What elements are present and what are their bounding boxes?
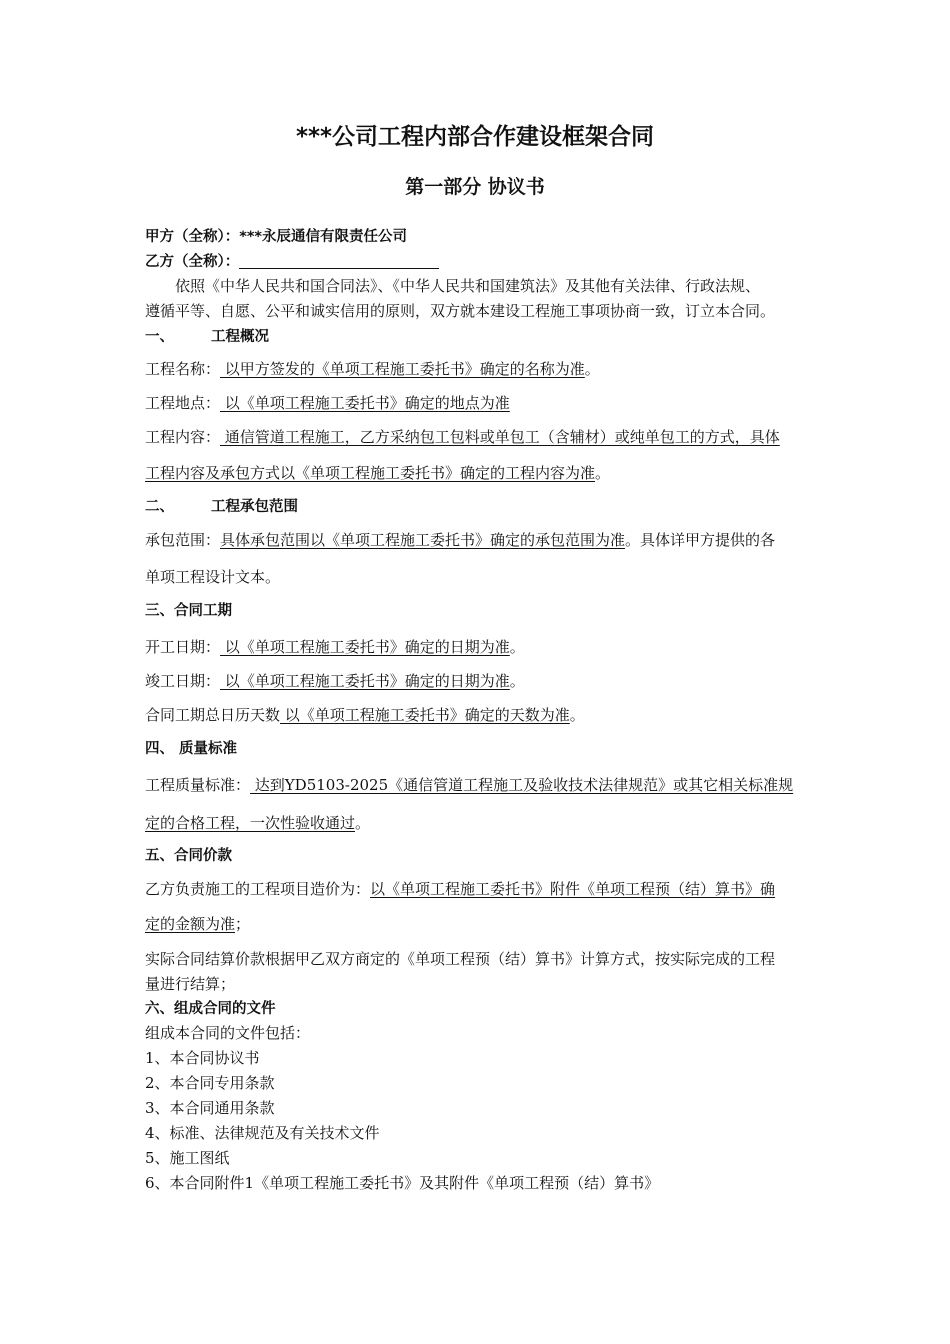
document-list-item: 1、本合同协议书: [145, 1049, 260, 1067]
document-list-item: 6、本合同附件1《单项工程施工委托书》及其附件《单项工程预（结）算书》: [145, 1174, 660, 1192]
price-label: 乙方负责施工的工程项目造价为：: [145, 880, 371, 898]
quality-value-2: 定的合格工程，一次性验收通过: [145, 814, 356, 832]
total-days-line: [145, 705, 862, 725]
project-content-value-2: 工程内容及承包方式以《单项工程施工委托书》确定的工程内容为准: [145, 464, 596, 482]
start-date-end: 。: [509, 638, 525, 656]
end-date-line: [145, 671, 862, 691]
price-value-2: 定的金额为准: [145, 915, 236, 933]
quality-label: 工程质量标准：: [145, 776, 251, 794]
party-b-label: 乙方（全称）：: [145, 254, 240, 270]
scope-label: 承包范围：: [145, 531, 221, 549]
price-end: ；: [235, 915, 251, 933]
document-list-item: 3、本合同通用条款: [145, 1099, 275, 1117]
project-content-end: 。: [595, 464, 611, 482]
section-2-title: 工程承包范围: [211, 499, 298, 515]
intro-line-1: 依照《中华人民共和国合同法》、《中华人民共和国建筑法》及其他有关法律、行政法规、: [175, 277, 761, 295]
end-date-end: 。: [509, 672, 525, 690]
document-list-item: 4、标准、法律规范及有关技术文件: [145, 1124, 380, 1142]
settlement-line-2: 量进行结算；: [145, 975, 236, 993]
quality-line-2: [145, 813, 862, 833]
party-a-line: [145, 227, 862, 247]
party-b-blank: [239, 252, 439, 269]
price-value-1: 以《单项工程施工委托书》附件《单项工程预（结）算书》确: [370, 880, 776, 898]
project-content-line-1: [145, 427, 862, 447]
total-days-label: 合同工期总日历天数: [145, 706, 281, 724]
section-6-heading: 六、组成合同的文件: [145, 1001, 276, 1017]
section-3-heading: 三、合同工期: [145, 603, 232, 619]
start-date-line: [145, 637, 862, 657]
project-location-value: 以《单项工程施工委托书》确定的地点为准: [220, 394, 510, 412]
section-1-number: 一、: [145, 329, 174, 345]
documents-intro: 组成本合同的文件包括：: [145, 1024, 311, 1042]
end-date-label: 竣工日期：: [145, 672, 221, 690]
project-content-label: 工程内容：: [145, 428, 221, 446]
project-name-end: 。: [584, 360, 600, 378]
scope-line-2: 单项工程设计文本。: [145, 568, 281, 586]
document-title: ***公司工程内部合作建设框架合同: [295, 124, 655, 150]
scope-value: 具体承包范围以《单项工程施工委托书》确定的承包范围为准: [220, 531, 626, 549]
start-date-value: 以《单项工程施工委托书》确定的日期为准: [220, 638, 510, 656]
document-list-item: 2、本合同专用条款: [145, 1074, 275, 1092]
project-location-label: 工程地点：: [145, 394, 221, 412]
party-a-label: 甲方（全称）：: [145, 229, 240, 245]
party-b-line: [145, 252, 862, 272]
section-2-heading: [145, 497, 862, 517]
section-1-title: 工程概况: [211, 329, 269, 345]
section-4-heading: 四、 质量标准: [145, 741, 238, 757]
total-days-value: 以《单项工程施工委托书》确定的天数为准: [280, 706, 570, 724]
settlement-line-1: 实际合同结算价款根据甲乙双方商定的《单项工程预（结）算书》计算方式，按实际完成的工程: [145, 950, 776, 968]
project-name-label: 工程名称：: [145, 360, 221, 378]
party-a-value: ***永辰通信有限责任公司: [239, 229, 407, 245]
price-line-2: [145, 914, 862, 934]
start-date-label: 开工日期：: [145, 638, 221, 656]
intro-line-2: 遵循平等、自愿、公平和诚实信用的原则，双方就本建设工程施工事项协商一致，订立本合同。: [145, 302, 776, 320]
price-line-1: [145, 879, 862, 899]
project-location-line: [145, 393, 862, 413]
quality-end: 。: [355, 814, 371, 832]
quality-line-1: [145, 775, 862, 795]
quality-value-1: 达到YD5103-2025《通信管道工程施工及验收技术法律规范》或其它相关标准规: [250, 776, 794, 794]
project-content-line-2: [145, 463, 862, 483]
section-2-number: 二、: [145, 499, 174, 515]
document-subtitle: 第一部分 协议书: [405, 176, 545, 198]
end-date-value: 以《单项工程施工委托书》确定的日期为准: [220, 672, 510, 690]
document-list-item: 5、施工图纸: [145, 1149, 230, 1167]
scope-line-1: [145, 530, 862, 550]
scope-rest-1: 。具体详甲方提供的各: [625, 531, 776, 549]
section-5-heading: 五、合同价款: [145, 848, 232, 864]
section-1-heading: [145, 327, 862, 347]
total-days-end: 。: [569, 706, 585, 724]
project-content-value-1: 通信管道工程施工，乙方采纳包工包料或单包工（含辅材）或纯单包工的方式，具体: [220, 428, 780, 446]
project-name-line: [145, 359, 862, 379]
project-name-value: 以甲方签发的《单项工程施工委托书》确定的名称为准: [220, 360, 585, 378]
